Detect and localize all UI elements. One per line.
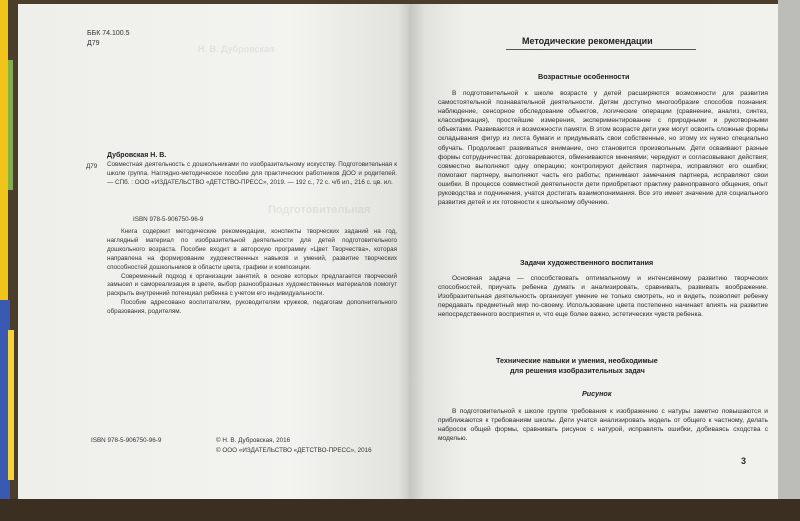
section-title-skills-line2: для решения изобразительных задач bbox=[510, 366, 645, 375]
cover-edge-yellow bbox=[0, 0, 8, 300]
show-through-text: Н. В. Дубровская bbox=[198, 44, 275, 54]
bibliographic-description: Совместная деятельность с дошкольниками по изобразительному искусству. Подготовительная к школе группа. Наглядно-методическое пособие для практических работников ДОО и родителей. — СПб. : ООО «ИЗДАТЕЛЬСТВО «ДЕТСТВО-ПРЕСС», 2019. — 192 с., 72 с. ч/б ил., 216 с. цв. ил. bbox=[107, 161, 397, 186]
isbn-bottom: ISBN 978-5-906750-96-9 bbox=[91, 437, 162, 444]
annotation bbox=[107, 228, 397, 317]
paragraph: В подготовительной к школе группе требования к изображению с натуры заметно повышаются и приближаются к требованиям школы. Дети учатся анализировать модель от общего к частному, делать набросок общей формы, сравнивать рисунок с натурой, исправлять ошибки, добиваясь сходства с моделью. bbox=[438, 408, 768, 443]
section-text-goals bbox=[438, 274, 768, 319]
bbk-code: ББК 74.100.5 bbox=[87, 30, 130, 37]
section-title-skills-line1: Технические навыки и умения, необходимые bbox=[496, 356, 658, 365]
page-number: 3 bbox=[741, 456, 747, 466]
author-mark: Д79 bbox=[86, 163, 98, 170]
title-rule bbox=[506, 49, 696, 50]
cover-edge-green bbox=[8, 60, 13, 190]
show-through-text: Подготовительная bbox=[268, 204, 371, 216]
page-title: Методические рекомендации bbox=[522, 36, 653, 46]
author-name: Дубровская Н. В. bbox=[107, 152, 167, 159]
subsection-title-drawing: Рисунок bbox=[582, 389, 612, 398]
paragraph: Основная задача — способствовать оптимальному и интенсивному развитию творческих способностей, приучать ребенка думать и анализировать, сравнивать, развивать воображение. Изобразительная деятельность организует умение не только смотреть, но и видеть, позволяет ребенку передавать предметный мир по-своему. Использование цвета постепенно начинает влиять на развитие непосредственного восприятия и, что еще более важно, эстетических чувств ребенка. bbox=[438, 275, 768, 319]
copyright-publisher: © ООО «ИЗДАТЕЛЬСТВО «ДЕТСТВО-ПРЕСС», 2016 bbox=[216, 447, 372, 454]
bbk-author-code: Д79 bbox=[87, 40, 100, 47]
cover-edge-right-gray bbox=[778, 0, 800, 521]
annotation-paragraph: Современный подход к организации занятий, в основе которых предлагается творческий замысел и самореализация в цвете, выбор разнообразных художественных материалов помогут раскрыть внутренний потенциал ребенка с учетом его индивидуальности. bbox=[107, 272, 397, 298]
cover-edge-yellow-lower bbox=[8, 330, 14, 480]
annotation-paragraph: Пособие адресовано воспитателям, руководителям кружков, педагогам дополнительного образования, родителям. bbox=[107, 299, 397, 316]
table-bottom bbox=[0, 499, 800, 521]
isbn-top: ISBN 978-5-906750-96-9 bbox=[133, 216, 204, 223]
annotation-paragraph: Книга содержит методические рекомендации, конспекты творческих заданий на год, наглядный материал по изобразительной деятельности для детей подготовительного дошкольного возраста. Пособие входит в авторскую программу «Цвет Творчества», которая направлена на формирование художественных навыков и умений, развитие творческих способностей дошкольников в области цвета, графики и композиции. bbox=[107, 228, 397, 271]
left-page bbox=[18, 4, 410, 499]
section-text-drawing bbox=[438, 407, 768, 443]
section-title-goals: Задачи художественного воспитания bbox=[520, 258, 654, 267]
section-text-age bbox=[438, 89, 768, 207]
paragraph: В подготовительной к школе возрасте у детей расширяются возможности для развития самостоятельной познавательной деятельности. Детям доступно многообразие способов познания: наблюдение, сенсорное обследование объектов, логические операции (сравнение, анализ, синтез, классификация), простейшие измерения, экспериментирование с природными и рукотворными объектами. Развиваются и возможности памяти. В этом возрасте дети уже могут освоить сложные формы складывания фигур из листа бумаги и придумывать свои собственные, но этому их нужно специально обучать. Продолжает развиваться внимание, оно становится произвольным. Дети осваивают разные формы сотрудничества: договариваются, обмениваются мнениями; чередуют и согласовывают действия; совместно выполняют одну операцию; контролируют действия партнера, исправляют его ошибки; помогают партнеру, выполняют часть его работы; принимают замечания партнера, исправляют свои ошибки. В процессе совместной деятельности дети приобретают практику равноправного общения, опыт руководства и подчинения, учатся достигать взаимопонимания. Все это имеет значение для социального развития детей и их готовности к школьному обучению. bbox=[438, 90, 768, 207]
copyright-author: © Н. В. Дубровская, 2016 bbox=[216, 437, 291, 444]
right-page bbox=[410, 4, 778, 499]
section-title-age: Возрастные особенности bbox=[538, 72, 630, 81]
